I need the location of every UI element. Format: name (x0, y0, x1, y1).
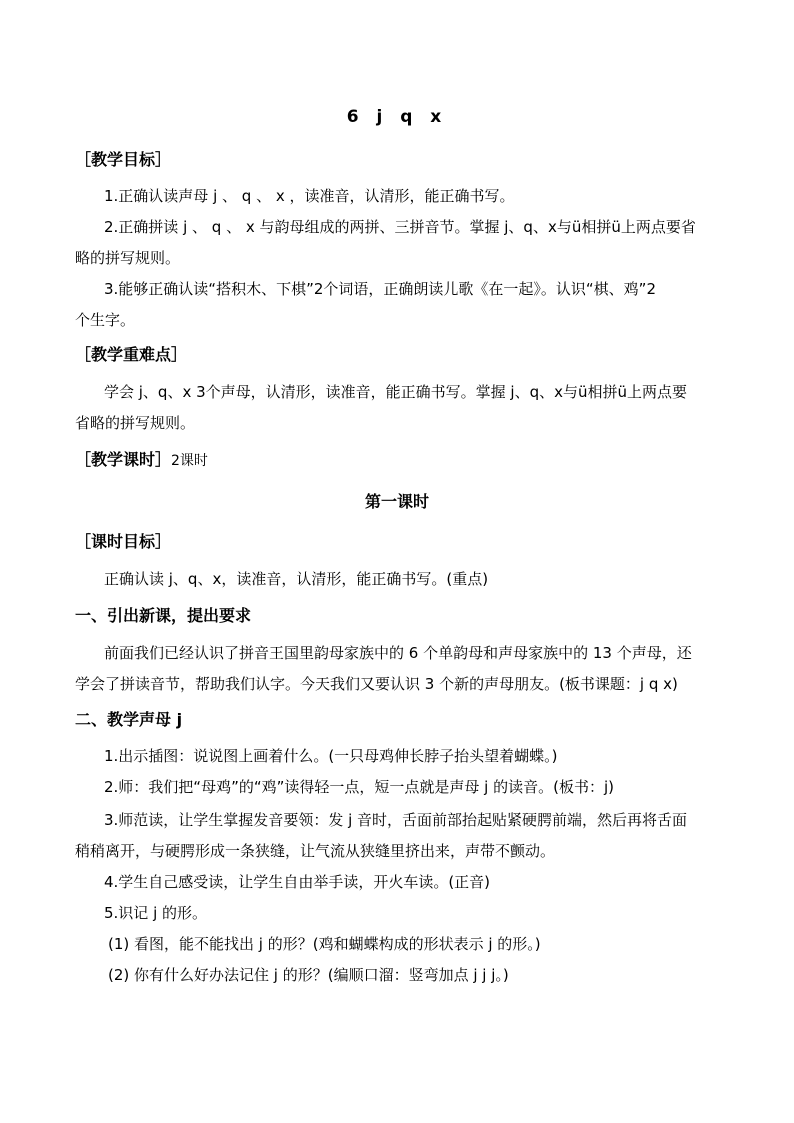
teaching-hours (75, 450, 208, 471)
teaching-hours-heading: ［教学课时］ (75, 450, 172, 469)
lesson-goal-text: 正确认读 j、q、x，读准音，认清形，能正确书写。(重点) (104, 570, 489, 588)
lesson-goal-heading: ［课时目标］ (75, 532, 172, 551)
step-5-sub-1: (1) 看图，能不能找出 j 的形？(鸡和蝴蝶构成的形状表示 j 的形。) (108, 935, 541, 953)
goal-1: 1.正确认读声母 j 、 q 、 x ，读准音，认清形，能正确书写。 (104, 187, 515, 205)
section-1-heading: 一、引出新课，提出要求 (75, 606, 252, 625)
key-points-heading: ［教学重难点］ (75, 345, 188, 364)
lesson-1-title: 第一课时 (364, 492, 429, 511)
teaching-goals-heading: ［教学目标］ (75, 150, 172, 169)
step-3-line-1: 3.师范读，让学生掌握发音要领：发 j 音时，舌面前部抬起贴紧硬腭前端，然后再将舌面 (104, 811, 688, 829)
section-2-heading: 二、教学声母 j (75, 710, 183, 729)
section-1-line-2: 学会了拼读音节，帮助我们认字。今天我们又要认识 3 个新的声母朋友。(板书课题：j q x) (75, 675, 678, 693)
step-2: 2.师：我们把“母鸡”的“鸡”读得轻一点，短一点就是声母 j 的读音。(板书：j) (104, 778, 614, 796)
goal-3-line-2: 个生字。 (75, 311, 136, 329)
goal-3-line-1: 3.能够正确认读“搭积木、下棋”2个词语，正确朗读儿歌《在一起》。认识“棋、鸡”2 (104, 280, 656, 298)
teaching-hours-value: 2课时 (171, 453, 208, 469)
goal-2-line-2: 略的拼写规则。 (75, 249, 181, 267)
section-1-line-1: 前面我们已经认识了拼音王国里韵母家族中的 6 个单韵母和声母家族中的 13 个声母，还 (104, 644, 692, 662)
lesson-title: 6 j q x (346, 107, 448, 127)
step-5-sub-2: (2) 你有什么好办法记住 j 的形？(编顺口溜：竖弯加点 j j j。) (108, 966, 509, 984)
step-1: 1.出示插图：说说图上画着什么。(一只母鸡伸长脖子抬头望着蝴蝶。) (104, 747, 558, 765)
step-3-line-2: 稍稍离开，与硬腭形成一条狭缝，让气流从狭缝里挤出来，声带不颤动。 (75, 842, 556, 860)
key-points-line-1: 学会 j、q、x 3个声母，认清形，读准音，能正确书写。掌握 j、q、x与ü相拼ü上两点要 (104, 383, 687, 401)
key-points-line-2: 省略的拼写规则。 (75, 414, 196, 432)
step-5: 5.识记 j 的形。 (104, 904, 208, 922)
step-4: 4.学生自己感受读，让学生自由举手读，开火车读。(正音) (104, 873, 491, 891)
goal-2-line-1: 2.正确拼读 j 、 q 、 x 与韵母组成的两拼、三拼音节。掌握 j、q、x与ü相拼ü上两点要省 (104, 218, 696, 236)
